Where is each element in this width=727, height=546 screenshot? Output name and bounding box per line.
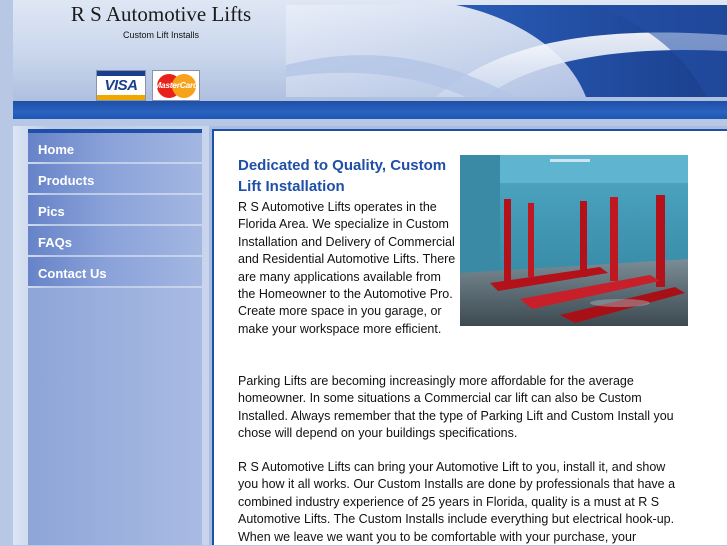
sidebar-nav (28, 133, 202, 286)
parking-lifts-paragraph: Parking Lifts are becoming increasingly more affordable for the average homeowner. In some situations a Commercial car lift can also be Custom Installed. Always remember that the type of Parking Lift and Custom Install you chose will depend on your buildings specifications. (238, 374, 674, 441)
site-title: R S Automotive Lifts (70, 2, 252, 26)
site-tagline: Custom Lift Installs (122, 30, 200, 40)
header-divider-bar (13, 101, 727, 119)
page-headline: Dedicated to Quality, Custom Lift Installation (238, 157, 447, 195)
visa-card-icon (96, 70, 146, 101)
mastercard-icon (152, 70, 200, 101)
payment-cards (96, 70, 200, 101)
header-swoosh-graphic (286, 5, 727, 97)
garage-lifts-photo (460, 155, 688, 326)
visa-label: VISA (104, 76, 138, 94)
nav-item-faqs[interactable]: FAQs (28, 226, 202, 255)
site-header (13, 0, 727, 101)
nav-item-pics[interactable]: Pics (28, 195, 202, 224)
nav-item-home[interactable]: Home (28, 133, 202, 162)
nav-item-products[interactable]: Products (28, 164, 202, 193)
sidebar-filler (28, 288, 202, 545)
nav-item-contact-us[interactable]: Contact Us (28, 257, 202, 286)
mastercard-label: MasterCard (154, 80, 198, 90)
intro-paragraph: R S Automotive Lifts operates in the Florida Area. We specialize in Custom Installation and Delivery of Commercial and Residential Automotive Lifts. There are many applications available from the Homeowner to the Automotive Pro. Create more space in you garage, or make your workspace more efficient. (238, 200, 456, 336)
custom-install-paragraph: R S Automotive Lifts can bring your Automotive Lift to you, install it, and show you how it all works. Our Custom Installs are done by professionals that have a combined industry experience of 25 years in Florida, quality is a must at R S Automotive Lifts. The Custom Installs include everything but electrical hook-up. When we leave we want you to be comfortable with your purchase, your (238, 460, 676, 544)
